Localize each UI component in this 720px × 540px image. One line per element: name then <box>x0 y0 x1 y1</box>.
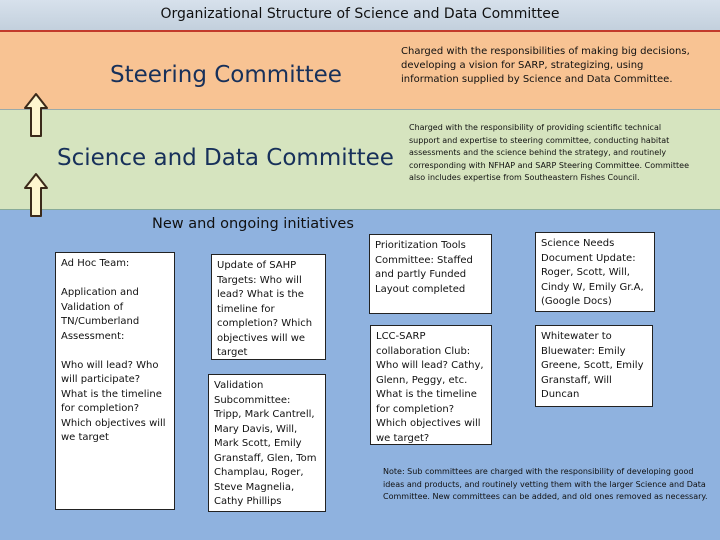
sahp-update-box <box>211 254 326 360</box>
prioritization-tools-box <box>369 234 492 314</box>
validation-subcommittee-box <box>208 374 326 512</box>
steering-description: Charged with the responsibilities of making big decisions, developing a vision for SARP, strategizing, using information supplied by Science and Data Committee. <box>401 46 690 85</box>
sahp-update-text: Update of SAHP Targets: Who will lead? What is the timeline for completion? Which objectives will we target <box>217 260 313 358</box>
adhoc-team-title: Ad Hoc Team: <box>61 258 130 269</box>
science-committee-label: Science and Data Committee <box>57 145 394 171</box>
science-description: Charged with the responsibility of providing scientific technical support and expertise to steering committee, conducting habitat assessments and the science behind the strategy, and routinely corresponding with NFHAP and SARP Steering Committee. Committee also includes expertise from Southeastern Fishes Council. <box>409 123 690 182</box>
lcc-sarp-box <box>370 325 492 445</box>
adhoc-team-assessment: Application and Validation of TN/Cumberland Assessment: <box>61 287 140 342</box>
diagram-title: Organizational Structure of Science and Data Committee <box>160 6 560 22</box>
steering-committee-label: Steering Committee <box>110 62 342 88</box>
adhoc-team-questions: Who will lead? Who will participate? What is the timeline for completion? Which objectives will we target <box>61 359 166 443</box>
up-arrow-icon <box>23 172 49 218</box>
adhoc-team-box <box>55 252 175 510</box>
science-needs-text: Science Needs Document Update: Roger, Scott, Will, Cindy W, Emily Gr.A, (Google Docs) <box>541 238 644 307</box>
initiatives-heading: New and ongoing initiatives <box>152 216 354 232</box>
science-needs-box <box>535 232 655 312</box>
lcc-sarp-text: LCC-SARP collaboration Club: Who will lead? Cathy, Glenn, Peggy, etc. What is the timeline for completion? Which objectives will we target? <box>376 331 484 444</box>
up-arrow-icon <box>23 92 49 138</box>
whitewater-box <box>535 325 653 407</box>
prioritization-tools-text: Prioritization Tools Committee: Staffed and partly Funded Layout completed <box>375 240 473 295</box>
validation-subcommittee-text: Validation Subcommittee: Tripp, Mark Cantrell, Mary Davis, Will, Mark Scott, Emily Granstaff, Glen, Tom Champlau, Roger, Steve Magnelia, Cathy Phillips <box>214 380 317 507</box>
subcommittee-note: Note: Sub committees are charged with the responsibility of developing good ideas and products, and routinely vetting them with the larger Science and Data Committee. New committees can be added, and old ones removed as necessary. <box>383 467 708 501</box>
whitewater-text: Whitewater to Bluewater: Emily Greene, Scott, Emily Granstaff, Will Duncan <box>541 331 644 400</box>
